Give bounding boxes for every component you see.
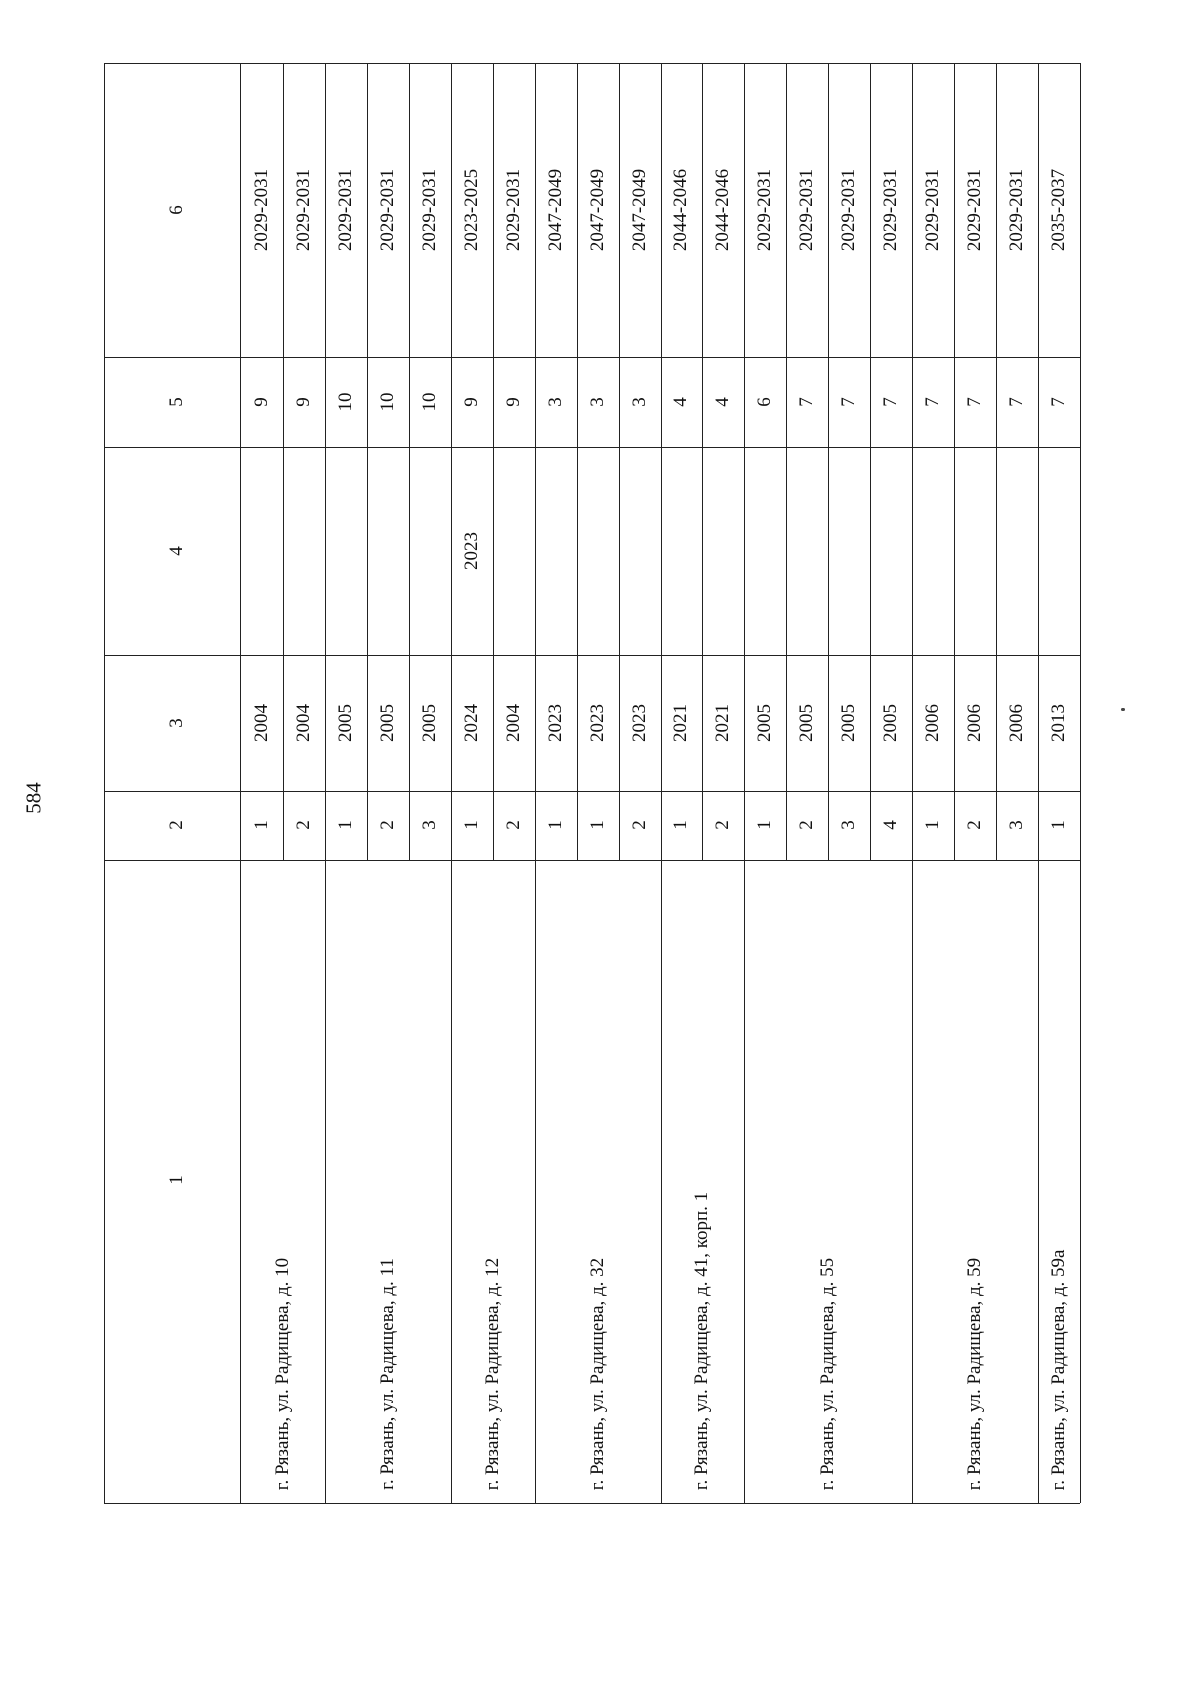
cell-floors-text: 4 — [712, 397, 733, 407]
cell-floors-text: 3 — [629, 397, 650, 407]
group-divider — [325, 63, 326, 1503]
table-border-left — [104, 63, 105, 1503]
page-number-text: 584 — [21, 782, 46, 814]
header-col-divider — [104, 860, 241, 861]
cell-year-text: 2005 — [377, 704, 398, 742]
cell-year-text: 2006 — [964, 704, 985, 742]
cell-number-text: 1 — [922, 820, 943, 830]
header-col-divider — [104, 447, 241, 448]
cell-number-text: 1 — [545, 820, 566, 830]
row-divider — [786, 63, 787, 860]
row-divider — [283, 63, 284, 860]
cell-address-text: г. Рязань, ул. Радищева, д. 59 — [964, 1257, 985, 1490]
cell-year-text: 2004 — [251, 704, 272, 742]
cell-floors-text: 7 — [796, 397, 817, 407]
cell-number-text: 4 — [880, 820, 901, 830]
header-col-5-text: 5 — [165, 397, 187, 407]
header-col-divider — [104, 655, 241, 656]
cell-period-text: 2029-2031 — [293, 168, 314, 252]
cell-number-text: 1 — [1048, 820, 1069, 830]
cell-floors-text: 9 — [293, 397, 314, 407]
cell-floors-text: 3 — [545, 397, 566, 407]
cell-floors-text: 7 — [922, 397, 943, 407]
header-col-2-text: 2 — [165, 820, 187, 830]
cell-year-text: 2023 — [545, 704, 566, 742]
cell-period-text: 2029-2031 — [838, 168, 859, 252]
cell-period-text: 2035-2037 — [1048, 168, 1069, 252]
cell-number-text: 3 — [419, 820, 440, 830]
group-divider — [661, 63, 662, 1503]
cell-period-text: 2047-2049 — [629, 168, 650, 252]
cell-floors-text: 10 — [377, 392, 398, 412]
cell-number-text: 1 — [587, 820, 608, 830]
cell-number-text: 3 — [838, 820, 859, 830]
cell-address-text: г. Рязань, ул. Радищева, д. 59а — [1048, 1249, 1069, 1490]
cell-floors-text: 10 — [335, 392, 356, 412]
cell-period-text: 2029-2031 — [377, 168, 398, 252]
row-divider — [996, 63, 997, 860]
row-divider — [619, 63, 620, 860]
cell-floors-text: 7 — [838, 397, 859, 407]
row-divider — [828, 63, 829, 860]
cell-period-text: 2029-2031 — [419, 168, 440, 252]
cell-number-text: 2 — [377, 820, 398, 830]
cell-year-text: 2006 — [922, 704, 943, 742]
cell-floors-text: 7 — [964, 397, 985, 407]
cell-number-text: 1 — [461, 820, 482, 830]
group-divider — [912, 63, 913, 1503]
cell-period-text: 2029-2031 — [503, 168, 524, 252]
cell-period-text: 2029-2031 — [251, 168, 272, 252]
cell-year-text: 2005 — [419, 704, 440, 742]
cell-year-text: 2005 — [838, 704, 859, 742]
cell-year-text: 2013 — [1048, 704, 1069, 742]
cell-year-text: 2004 — [293, 704, 314, 742]
cell-floors-text: 7 — [1048, 397, 1069, 407]
cell-number-text: 2 — [503, 820, 524, 830]
table-border-right — [1080, 63, 1081, 1503]
cell-floors-text: 10 — [419, 392, 440, 412]
cell-period-text: 2029-2031 — [335, 168, 356, 252]
cell-address-text: г. Рязань, ул. Радищева, д. 41, корп. 1 — [691, 1191, 712, 1490]
cell-period-text: 2047-2049 — [545, 168, 566, 252]
group-divider — [451, 63, 452, 1503]
cell-address-text: г. Рязань, ул. Радищева, д. 12 — [482, 1257, 503, 1490]
cell-number-text: 2 — [964, 820, 985, 830]
group-divider — [744, 63, 745, 1503]
header-col-3-text: 3 — [165, 718, 187, 728]
cell-number-text: 1 — [251, 820, 272, 830]
cell-year-text: 2021 — [670, 704, 691, 742]
cell-address-text: г. Рязань, ул. Радищева, д. 11 — [377, 1258, 398, 1490]
cell-period-text: 2029-2031 — [754, 168, 775, 252]
cell-year-text: 2005 — [335, 704, 356, 742]
cell-year-text: 2005 — [796, 704, 817, 742]
cell-floors-text: 9 — [503, 397, 524, 407]
cell-address-text: г. Рязань, ул. Радищева, д. 10 — [272, 1257, 293, 1490]
table-border-top — [104, 63, 1080, 64]
cell-floors-text: 3 — [587, 397, 608, 407]
cell-number-text: 2 — [796, 820, 817, 830]
header-separator — [240, 63, 241, 1503]
header-col-6-text: 6 — [165, 205, 187, 215]
cell-number-text: 1 — [754, 820, 775, 830]
cell-floors-text: 9 — [461, 397, 482, 407]
row-divider — [870, 63, 871, 860]
cell-number-text: 1 — [335, 820, 356, 830]
cell-year-text: 2005 — [880, 704, 901, 742]
cell-year-text: 2004 — [503, 704, 524, 742]
cell-floors-text: 6 — [754, 397, 775, 407]
cell-floors-text: 7 — [1006, 397, 1027, 407]
cell-period-text: 2029-2031 — [1006, 168, 1027, 252]
cell-year-text: 2023 — [629, 704, 650, 742]
cell-number-text: 2 — [629, 820, 650, 830]
cell-period-text: 2023-2025 — [461, 168, 482, 252]
cell-year-text: 2005 — [754, 704, 775, 742]
row-divider — [493, 63, 494, 860]
table-border-bottom — [104, 1503, 1080, 1504]
header-col-divider — [104, 357, 241, 358]
row-divider — [577, 63, 578, 860]
cell-floors-text: 9 — [251, 397, 272, 407]
cell-repair-year-text: 2023 — [461, 532, 482, 570]
cell-year-text: 2023 — [587, 704, 608, 742]
cell-address-text: г. Рязань, ул. Радищева, д. 32 — [587, 1257, 608, 1490]
header-col-1-text: 1 — [165, 1175, 187, 1185]
cell-address-text: г. Рязань, ул. Радищева, д. 55 — [817, 1257, 838, 1490]
cell-period-text: 2047-2049 — [587, 168, 608, 252]
cell-period-text: 2029-2031 — [796, 168, 817, 252]
header-col-4-text: 4 — [165, 546, 187, 556]
cell-year-text: 2006 — [1006, 704, 1027, 742]
cell-period-text: 2029-2031 — [922, 168, 943, 252]
cell-year-text: 2021 — [712, 704, 733, 742]
row-divider — [702, 63, 703, 860]
row-divider — [409, 63, 410, 860]
header-col-divider — [104, 791, 241, 792]
row-divider — [954, 63, 955, 860]
cell-number-text: 3 — [1006, 820, 1027, 830]
cell-number-text: 2 — [712, 820, 733, 830]
cell-floors-text: 7 — [880, 397, 901, 407]
cell-floors-text: 4 — [670, 397, 691, 407]
group-divider — [1038, 63, 1039, 1503]
group-divider — [535, 63, 536, 1503]
cell-period-text: 2044-2046 — [670, 168, 691, 252]
cell-period-text: 2044-2046 — [712, 168, 733, 252]
cell-period-text: 2029-2031 — [880, 168, 901, 252]
cell-period-text: 2029-2031 — [964, 168, 985, 252]
cell-number-text: 1 — [670, 820, 691, 830]
scan-speck — [1121, 708, 1125, 711]
row-divider — [367, 63, 368, 860]
cell-year-text: 2024 — [461, 704, 482, 742]
cell-number-text: 2 — [293, 820, 314, 830]
